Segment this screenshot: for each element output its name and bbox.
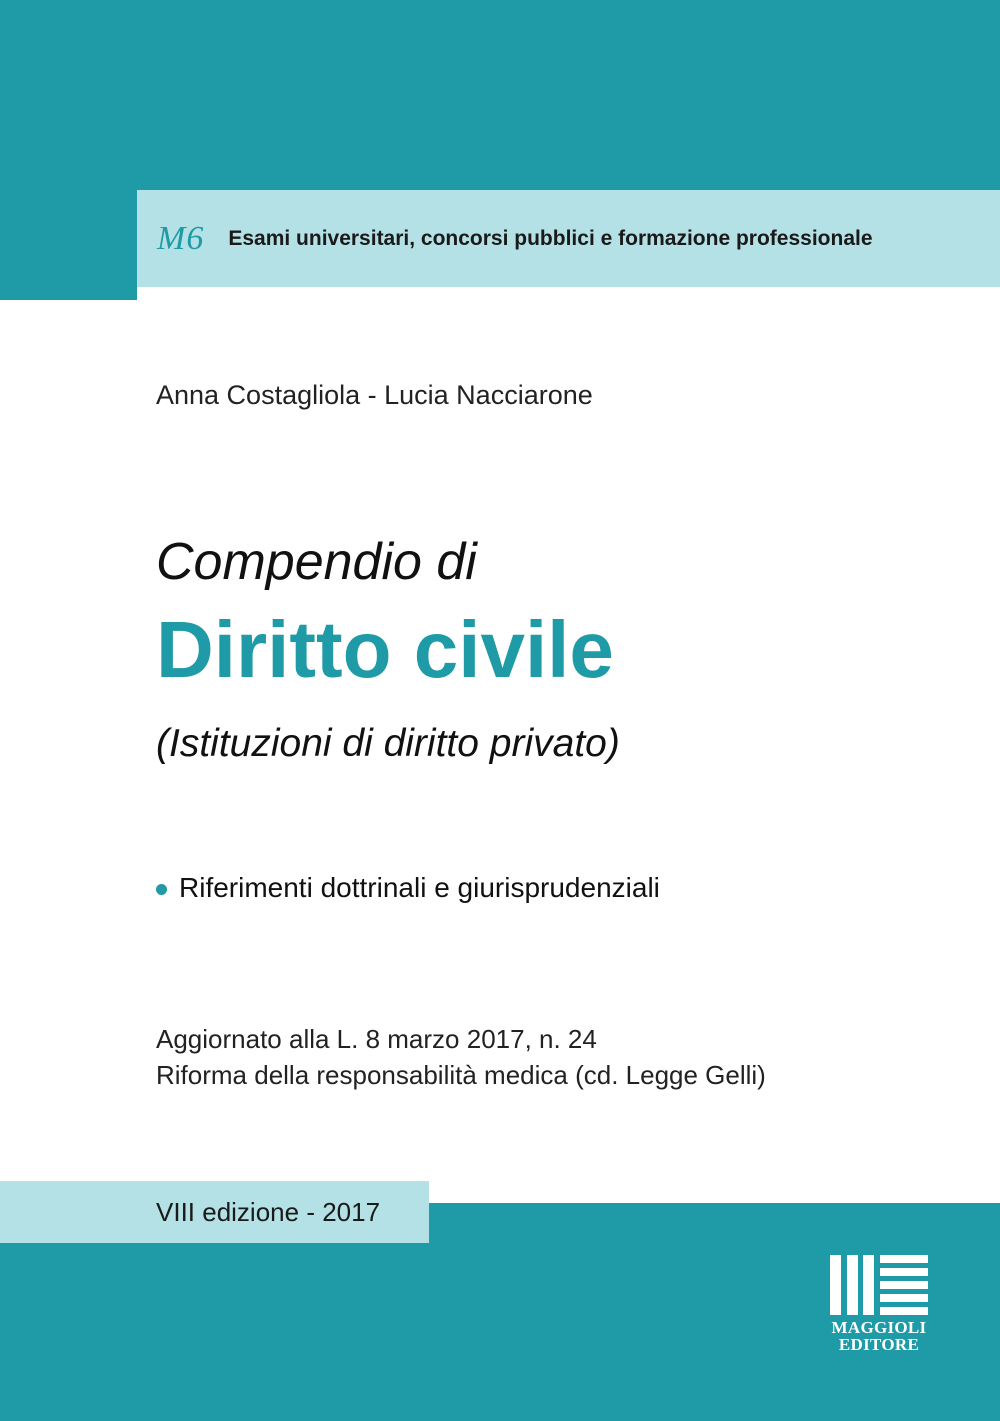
title-prefix: Compendio di bbox=[156, 533, 477, 591]
series-code: M6 bbox=[157, 219, 205, 257]
update-note-line-2: Riforma della responsabilità medica (cd. Legge Gelli) bbox=[156, 1060, 766, 1090]
publisher-subname: EDITORE bbox=[838, 1335, 920, 1354]
book-subtitle: (Istituzioni di diritto privato) bbox=[156, 722, 620, 765]
book-title: Diritto civile bbox=[156, 605, 614, 694]
series-bar bbox=[137, 190, 1000, 287]
publisher-logo bbox=[830, 1255, 928, 1353]
publisher-logo-icon bbox=[830, 1255, 928, 1315]
top-color-band bbox=[0, 0, 1000, 190]
feature-item bbox=[156, 872, 660, 904]
publisher-name: MAGGIOLI bbox=[831, 1318, 927, 1337]
update-note-line-1: Aggiornato alla L. 8 marzo 2017, n. 24 bbox=[156, 1024, 597, 1054]
authors: Anna Costagliola - Lucia Nacciarone bbox=[156, 380, 593, 410]
edition-text: VIII edizione - 2017 bbox=[156, 1196, 381, 1227]
bullet-icon bbox=[156, 884, 167, 895]
edition-box bbox=[0, 1181, 429, 1243]
series-description: Esami universitari, concorsi pubblici e formazione professionale bbox=[228, 226, 873, 250]
feature-text: Riferimenti dottrinali e giurisprudenziali bbox=[179, 872, 660, 903]
left-color-band bbox=[0, 190, 137, 300]
